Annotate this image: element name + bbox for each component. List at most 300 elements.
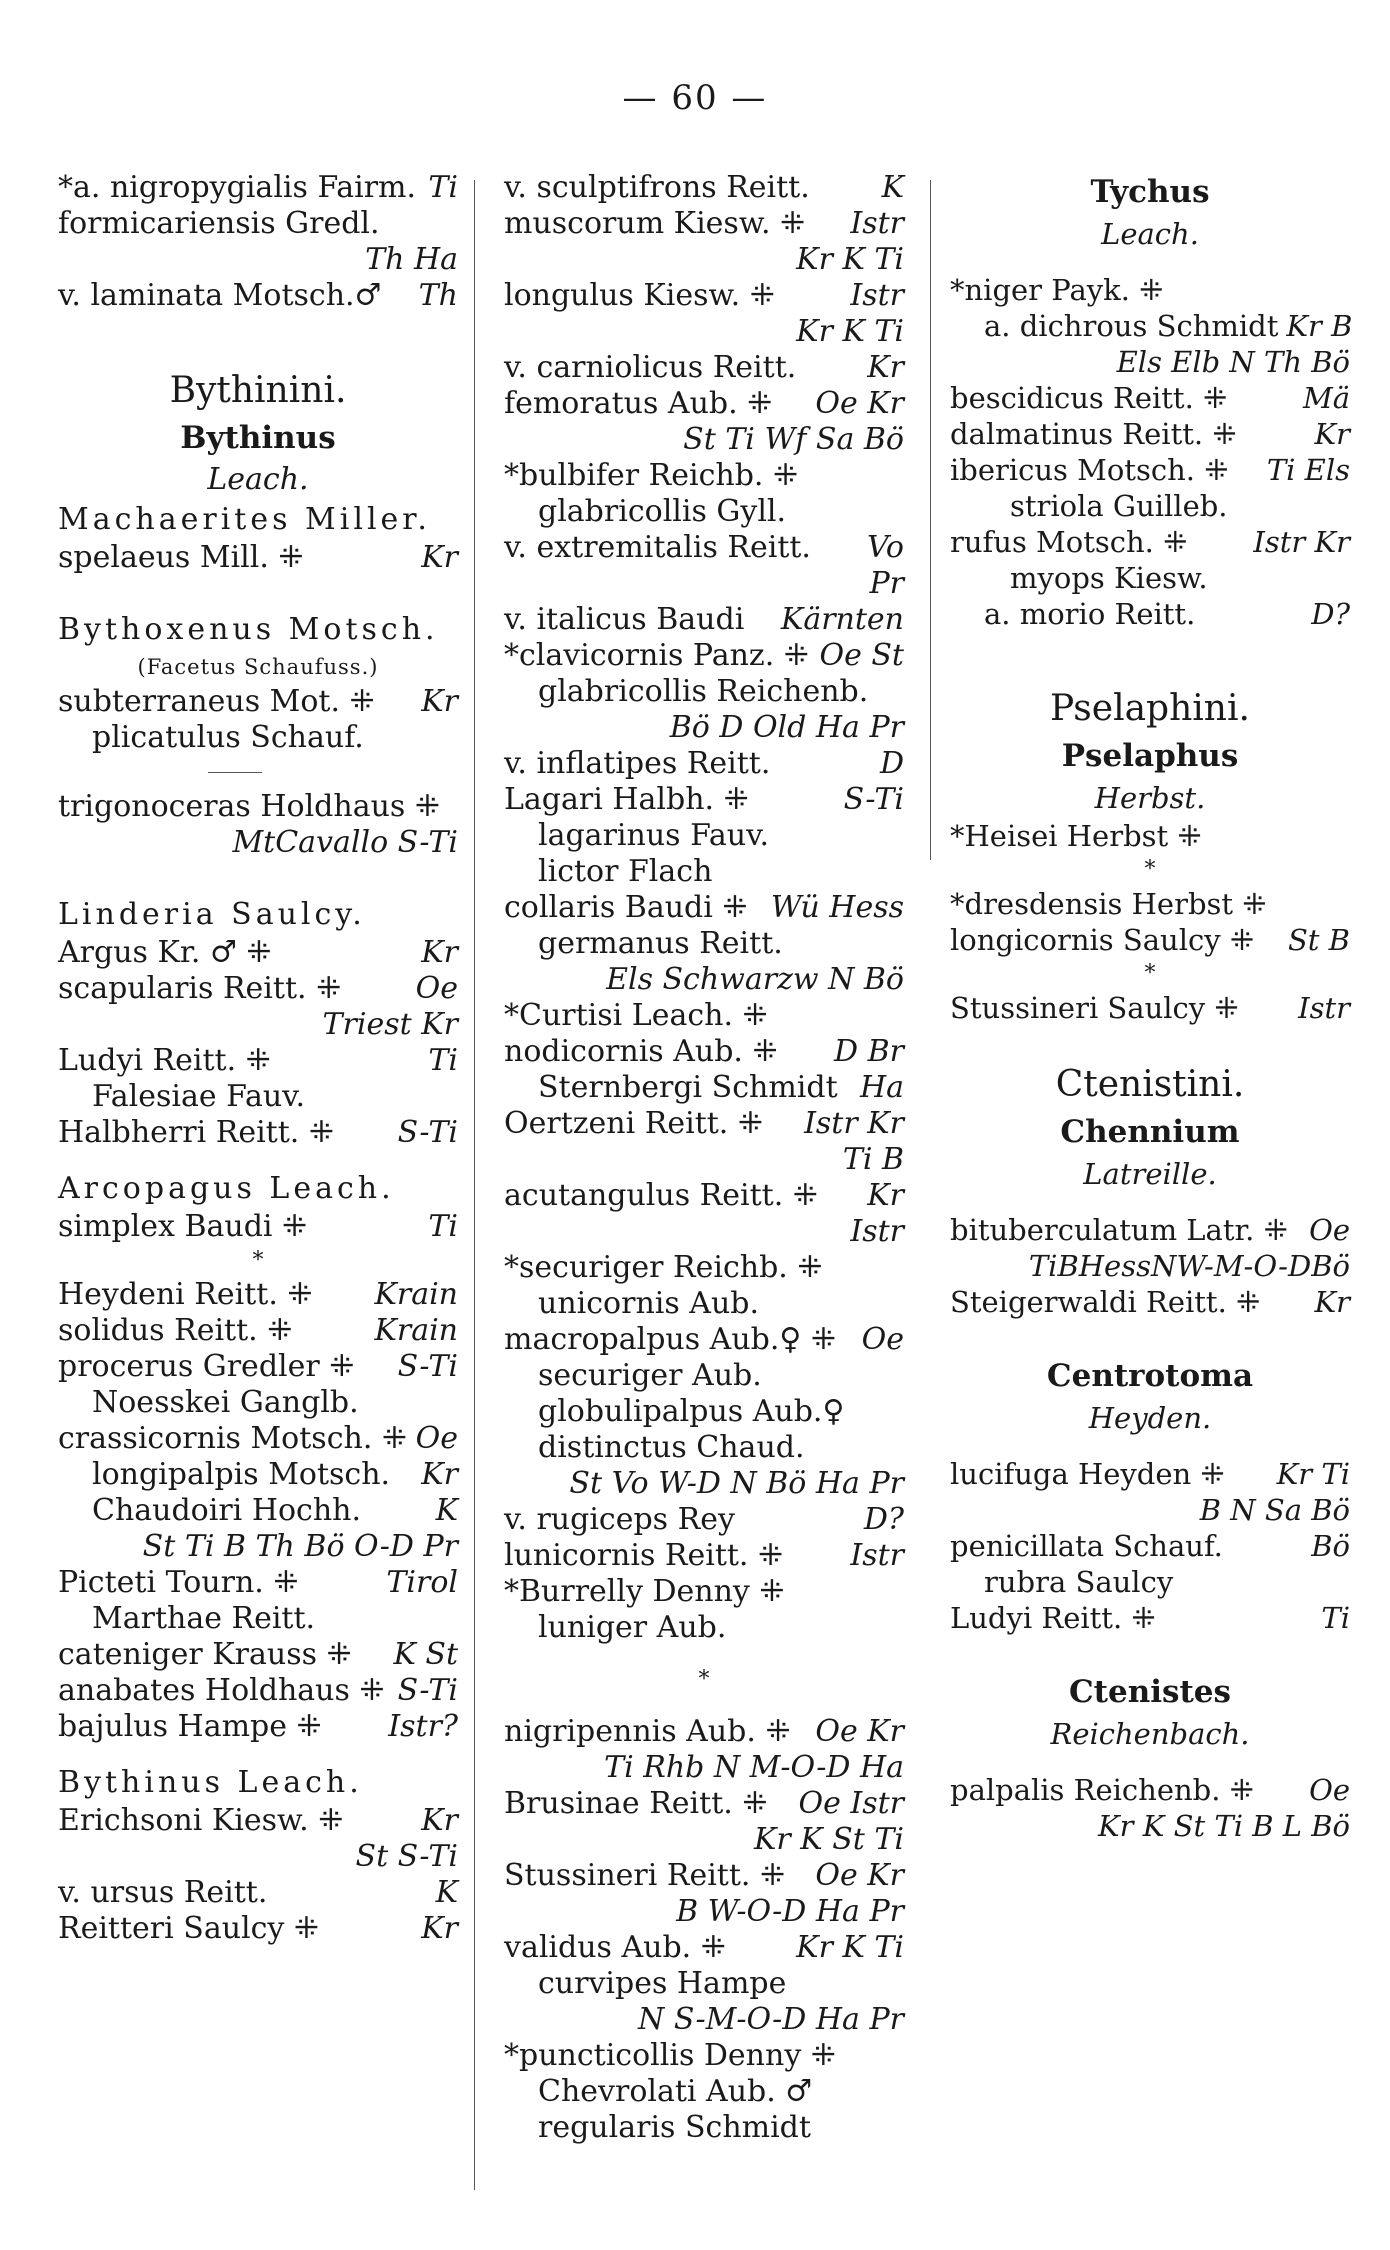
species-name: v. rugiceps Rey — [504, 1502, 735, 1537]
species-name: longicornis Saulcy ⁜ — [950, 923, 1255, 957]
species-entry — [504, 890, 904, 926]
species-entry — [58, 1457, 458, 1493]
distribution: D Br — [834, 1034, 904, 1069]
species-entry — [504, 674, 904, 710]
species-entry — [58, 540, 458, 576]
distribution: Els Schwarzw N Bö — [606, 962, 904, 997]
distribution: B W-O-D Ha Pr — [676, 1894, 904, 1929]
distribution: Kr — [1314, 1285, 1350, 1319]
tribe-heading: Ctenistini. — [1055, 1064, 1245, 1105]
distribution: Istr Kr — [804, 1106, 904, 1141]
species-name: procerus Gredler ⁜ — [58, 1349, 355, 1384]
distribution-continued — [504, 1822, 904, 1858]
species-entry — [58, 170, 458, 206]
subgenus-heading: Machaerites Miller. — [58, 502, 431, 537]
species-entry — [504, 494, 904, 530]
column-divider-left — [474, 180, 475, 2190]
distribution-continued — [504, 962, 904, 998]
species-entry — [504, 1538, 904, 1574]
distribution: K — [881, 170, 904, 205]
distribution: Kr — [867, 1178, 904, 1213]
species-name: *Heisei Herbst ⁜ — [950, 819, 1202, 853]
spacer — [58, 861, 458, 895]
distribution: Oe St — [819, 638, 904, 673]
species-name: Chevrolati Aub. ♂ — [538, 2074, 813, 2109]
species-name: v. carniolicus Reitt. — [504, 350, 797, 385]
tribe-heading: Pselaphini. — [1050, 688, 1250, 729]
spacer — [950, 1754, 1350, 1772]
distribution: Kr B — [1286, 309, 1353, 343]
distribution: Oe Kr — [815, 1714, 904, 1749]
distribution: Kr — [421, 1911, 458, 1946]
spacer — [504, 1696, 904, 1714]
species-entry — [504, 350, 904, 386]
species-entry — [58, 684, 458, 720]
genus-author: Herbst. — [1094, 781, 1206, 815]
species-name: distinctus Chaud. — [538, 1430, 805, 1465]
species-entry — [504, 1930, 904, 1966]
distribution: Kr — [421, 935, 458, 970]
species-entry — [504, 1574, 904, 1610]
species-name: palpalis Reichenb. ⁜ — [950, 1773, 1254, 1807]
distribution: Kr — [867, 350, 904, 385]
synonym-note: (Facetus Schaufuss.) — [137, 655, 379, 679]
distribution: Wü Hess — [770, 890, 904, 925]
species-name: validus Aub. ⁜ — [504, 1930, 726, 1965]
distribution-continued — [504, 1894, 904, 1930]
species-entry — [504, 782, 904, 818]
species-name: lictor Flach — [538, 854, 713, 889]
distribution: Ha — [859, 1070, 904, 1105]
species-name: Steigerwaldi Reitt. ⁜ — [950, 1285, 1261, 1319]
species-entry — [950, 452, 1350, 488]
distribution: Oe Kr — [815, 386, 904, 421]
species-name: germanus Reitt. — [538, 926, 783, 961]
distribution: D? — [1311, 597, 1350, 631]
distribution: B N Sa Bö — [1199, 1493, 1350, 1527]
spacer — [58, 314, 458, 366]
distribution-continued — [58, 1839, 458, 1875]
species-entry — [58, 1209, 458, 1245]
species-entry — [504, 998, 904, 1034]
species-name: *bulbifer Reichb. ⁜ — [504, 458, 799, 493]
species-entry — [504, 2074, 904, 2110]
species-entry — [504, 530, 904, 566]
species-entry — [950, 524, 1350, 560]
species-name: Lagari Halbh. ⁜ — [504, 782, 749, 817]
column-left — [58, 170, 458, 1947]
species-name: Ludyi Reitt. ⁜ — [58, 1043, 271, 1078]
species-name: Oertzeni Reitt. ⁜ — [504, 1106, 764, 1141]
spacer — [950, 632, 1350, 684]
distribution-continued — [504, 1750, 904, 1786]
distribution: Th Ha — [365, 242, 458, 277]
species-entry — [950, 990, 1350, 1026]
species-name: v. sculptifrons Reitt. — [504, 170, 810, 205]
distribution: D? — [863, 1502, 904, 1537]
genus-heading: Pselaphus — [1061, 738, 1239, 774]
spacer — [58, 576, 458, 610]
distribution: N S-M-O-D Ha Pr — [638, 2002, 904, 2037]
distribution: St B — [1287, 923, 1350, 957]
species-name: scapularis Reitt. ⁜ — [58, 971, 342, 1006]
distribution-continued — [58, 1529, 458, 1565]
distribution: S-Ti — [843, 782, 904, 817]
species-entry — [950, 308, 1353, 344]
species-name: a. dichrous Schmidt — [984, 309, 1279, 343]
subgenus-heading: Bythoxenus Motsch. — [58, 612, 439, 647]
species-name: Stussineri Reitt. ⁜ — [504, 1858, 786, 1893]
distribution: Istr — [1298, 991, 1350, 1025]
species-name: Halbherri Reitt. ⁜ — [58, 1115, 334, 1150]
spacer — [504, 1646, 904, 1664]
species-entry — [950, 416, 1350, 452]
spacer — [950, 1026, 1350, 1060]
species-entry — [504, 1502, 904, 1538]
species-name: Argus Kr. ♂ ⁜ — [58, 935, 272, 970]
page-number: — 60 — — [622, 78, 768, 118]
species-entry — [504, 278, 904, 314]
genus-heading: Chennium — [1060, 1114, 1240, 1150]
distribution: St Ti Wf Sa Bö — [683, 422, 904, 457]
distribution: Oe — [415, 971, 458, 1006]
species-name: ibericus Motsch. ⁜ — [950, 453, 1229, 487]
species-name: Heydeni Reitt. ⁜ — [58, 1277, 313, 1312]
species-entry — [58, 789, 458, 825]
column-divider-right — [930, 180, 931, 860]
species-name: penicillata Schauf. — [950, 1529, 1223, 1563]
species-entry — [504, 1394, 904, 1430]
species-entry — [58, 1911, 458, 1947]
distribution-continued — [58, 825, 458, 861]
species-name: glabricollis Reichenb. — [538, 674, 869, 709]
species-name: Chaudoiri Hochh. — [92, 1493, 362, 1528]
distribution: St Ti B Th Bö O-D Pr — [142, 1529, 458, 1564]
species-entry — [504, 170, 904, 206]
column-right — [950, 170, 1353, 1844]
species-entry — [58, 935, 458, 971]
species-entry — [58, 1313, 458, 1349]
distribution: Oe — [861, 1322, 904, 1357]
species-entry — [504, 2110, 904, 2146]
species-name: longipalpis Motsch. — [92, 1457, 391, 1492]
distribution: S-Ti — [397, 1115, 458, 1150]
distribution: Ti Els — [1266, 453, 1350, 487]
species-name: bituberculatum Latr. ⁜ — [950, 1213, 1288, 1247]
species-name: *puncticollis Denny ⁜ — [504, 2038, 836, 2073]
species-name: Ludyi Reitt. ⁜ — [950, 1601, 1156, 1635]
species-name: v. extremitalis Reitt. — [504, 530, 811, 565]
distribution: Kr — [421, 540, 458, 575]
genus-author: Heyden. — [1088, 1401, 1212, 1435]
spacer — [58, 1745, 458, 1763]
species-entry — [58, 720, 458, 756]
species-name: globulipalpus Aub.♀ — [538, 1394, 845, 1429]
species-name: rubra Saulcy — [984, 1565, 1174, 1599]
species-name: *niger Payk. ⁜ — [950, 273, 1164, 307]
species-entry — [58, 1043, 458, 1079]
species-name: striola Guilleb. — [1010, 489, 1228, 523]
species-entry — [504, 2038, 904, 2074]
distribution: S-Ti — [397, 1349, 458, 1384]
species-name: simplex Baudi ⁜ — [58, 1209, 308, 1244]
species-entry — [58, 1637, 458, 1673]
distribution: K — [435, 1493, 458, 1528]
species-entry — [950, 1284, 1350, 1320]
distribution: TiBHessNW-M-O-DBö — [1028, 1249, 1350, 1283]
column-middle — [504, 170, 904, 2146]
species-name: myops Kiesw. — [1010, 561, 1208, 595]
distribution: Vo — [867, 530, 904, 565]
species-name: curvipes Hampe — [538, 1966, 787, 2001]
distribution-continued — [504, 422, 904, 458]
species-name: plicatulus Schauf. — [92, 720, 364, 755]
species-name: acutangulus Reitt. ⁜ — [504, 1178, 818, 1213]
species-entry — [950, 922, 1350, 958]
species-entry — [504, 1714, 904, 1750]
species-name: dalmatinus Reitt. ⁜ — [950, 417, 1237, 451]
species-name: bajulus Hampe ⁜ — [58, 1709, 322, 1744]
species-name: macropalpus Aub.♀ ⁜ — [504, 1322, 837, 1357]
distribution: Ti — [428, 1043, 458, 1078]
distribution: Krain — [374, 1313, 458, 1348]
species-name: v. inflatipes Reitt. — [504, 746, 771, 781]
species-entry — [504, 602, 904, 638]
species-entry — [504, 1786, 904, 1822]
distribution: Kr K St Ti B L Bö — [1098, 1809, 1350, 1843]
species-entry — [504, 746, 904, 782]
distribution: Kr K Ti — [796, 242, 904, 277]
species-entry — [950, 488, 1350, 524]
species-name: *Curtisi Leach. ⁜ — [504, 998, 768, 1033]
species-name: rufus Motsch. ⁜ — [950, 525, 1188, 559]
species-entry — [58, 1673, 458, 1709]
species-name: Falesiae Fauv. — [92, 1079, 306, 1114]
distribution: Kr — [1314, 417, 1350, 451]
distribution: Kr — [421, 1803, 458, 1838]
species-name: subterraneus Mot. ⁜ — [58, 684, 375, 719]
species-entry — [504, 1070, 904, 1106]
species-entry — [504, 1286, 904, 1322]
species-name: crassicornis Motsch. ⁜ — [58, 1421, 408, 1456]
distribution: Istr — [850, 1538, 904, 1573]
species-name: Picteti Tourn. ⁜ — [58, 1565, 299, 1600]
distribution: Oe Kr — [815, 1858, 904, 1893]
species-entry — [950, 272, 1350, 308]
species-entry — [58, 206, 458, 242]
species-entry — [950, 380, 1350, 416]
species-name: lunicornis Reitt. ⁜ — [504, 1538, 784, 1573]
distribution: K St — [393, 1637, 458, 1672]
species-name: anabates Holdhaus ⁜ — [58, 1673, 385, 1708]
distribution: D — [879, 746, 904, 781]
distribution: Istr — [850, 278, 904, 313]
species-entry — [504, 926, 904, 962]
distribution: Istr — [850, 1214, 904, 1249]
distribution: Istr? — [388, 1709, 458, 1744]
species-entry — [504, 1034, 904, 1070]
genus-heading: Centrotoma — [1046, 1358, 1254, 1394]
distribution-continued — [504, 566, 904, 602]
species-name: Sternbergi Schmidt — [538, 1070, 838, 1105]
species-entry — [950, 818, 1350, 854]
distribution-continued — [504, 1466, 904, 1502]
distribution: Ti — [1321, 1601, 1350, 1635]
species-entry — [58, 1601, 458, 1637]
distribution: Ti — [428, 170, 458, 205]
species-entry — [58, 1421, 458, 1457]
distribution: Kr K Ti — [796, 1930, 904, 1965]
genus-heading: Tychus — [1090, 174, 1210, 210]
subgenus-heading: Arcopagus Leach. — [58, 1171, 395, 1206]
tribe-heading: Bythinini. — [169, 370, 347, 411]
distribution: Istr — [850, 206, 904, 241]
species-name: glabricollis Gyll. — [538, 494, 787, 529]
distribution: Mä — [1303, 381, 1350, 415]
species-name: trigonoceras Holdhaus ⁜ — [58, 789, 440, 824]
species-entry — [58, 1803, 458, 1839]
species-name: spelaeus Mill. ⁜ — [58, 540, 304, 575]
distribution: Istr Kr — [1253, 525, 1350, 559]
distribution: Kärnten — [780, 602, 904, 637]
species-entry — [504, 1250, 904, 1286]
distribution-continued — [950, 1808, 1350, 1844]
section-separator: * — [698, 1667, 710, 1692]
species-name: Noesskei Ganglb. — [92, 1385, 359, 1420]
spacer — [58, 1151, 458, 1169]
species-name: nodicornis Aub. ⁜ — [504, 1034, 778, 1069]
species-name: securiger Aub. — [538, 1358, 762, 1393]
genus-author: Leach. — [207, 462, 309, 497]
genus-heading: Bythinus — [180, 420, 336, 456]
species-entry — [504, 1322, 904, 1358]
distribution: MtCavallo S-Ti — [232, 825, 458, 860]
distribution: Kr Ti — [1276, 1457, 1350, 1491]
species-entry — [950, 596, 1350, 632]
species-entry — [58, 1385, 458, 1421]
distribution: Oe — [415, 1421, 458, 1456]
species-name: longulus Kiesw. ⁜ — [504, 278, 775, 313]
species-name: lagarinus Fauv. — [538, 818, 769, 853]
distribution: Pr — [869, 566, 904, 601]
species-name: Reitteri Saulcy ⁜ — [58, 1911, 320, 1946]
species-name: lucifuga Heyden ⁜ — [950, 1457, 1225, 1491]
distribution: S-Ti — [397, 1673, 458, 1708]
distribution: Bö D Old Ha Pr — [669, 710, 904, 745]
species-name: *a. nigropygialis Fairm. — [58, 170, 417, 205]
species-entry — [58, 1349, 458, 1385]
distribution: Els Elb N Th Bö — [1116, 345, 1350, 379]
species-entry — [504, 818, 904, 854]
species-entry — [504, 1178, 904, 1214]
species-entry — [504, 638, 904, 674]
species-name: Brusinae Reitt. ⁜ — [504, 1786, 768, 1821]
species-name: cateniger Krauss ⁜ — [58, 1637, 352, 1672]
genus-heading: Ctenistes — [1069, 1674, 1231, 1710]
species-name: Stussineri Saulcy ⁜ — [950, 991, 1239, 1025]
species-entry — [504, 1358, 904, 1394]
subgenus-heading: Linderia Saulcy. — [58, 897, 366, 932]
species-name: bescidicus Reitt. ⁜ — [950, 381, 1228, 415]
species-entry — [58, 278, 458, 314]
distribution: St Vo W-D N Bö Ha Pr — [569, 1466, 904, 1501]
spacer — [950, 1438, 1350, 1456]
species-name: *securiger Reichb. ⁜ — [504, 1250, 823, 1285]
distribution-continued — [504, 710, 904, 746]
genus-author: Leach. — [1101, 217, 1199, 251]
species-entry — [504, 1966, 904, 2002]
species-entry — [58, 1079, 458, 1115]
species-entry — [58, 1277, 458, 1313]
species-entry — [58, 1493, 458, 1529]
distribution: Oe — [1309, 1213, 1350, 1247]
species-name: luniger Aub. — [538, 1610, 727, 1645]
species-entry — [950, 560, 1350, 596]
species-entry — [950, 886, 1350, 922]
species-name: femoratus Aub. ⁜ — [504, 386, 773, 421]
species-entry — [950, 1456, 1350, 1492]
distribution: Bö — [1311, 1529, 1350, 1563]
distribution-continued — [504, 1142, 904, 1178]
distribution-continued — [504, 242, 904, 278]
distribution: St S-Ti — [355, 1839, 458, 1874]
distribution: Th — [418, 278, 458, 313]
species-entry — [504, 1106, 904, 1142]
species-entry — [58, 971, 458, 1007]
spacer — [950, 1320, 1350, 1354]
species-entry — [950, 1564, 1350, 1600]
distribution: Kr — [421, 684, 458, 719]
species-entry — [504, 1610, 904, 1646]
section-separator: * — [252, 1248, 264, 1273]
distribution: Kr K St Ti — [754, 1822, 904, 1857]
distribution-continued — [950, 344, 1350, 380]
species-entry — [504, 458, 904, 494]
species-entry — [58, 1875, 458, 1911]
genus-author: Latreille. — [1083, 1157, 1217, 1191]
species-name: *Burrelly Denny ⁜ — [504, 1574, 785, 1609]
species-entry — [504, 1858, 904, 1894]
distribution: Oe Istr — [798, 1786, 904, 1821]
distribution: Tirol — [386, 1565, 458, 1600]
species-name: a. morio Reitt. — [984, 597, 1196, 631]
distribution-continued — [504, 314, 904, 350]
species-name: v. laminata Motsch.♂ — [58, 278, 382, 313]
subgenus-heading: Bythinus Leach. — [58, 1765, 363, 1800]
short-rule — [208, 772, 262, 773]
species-entry — [504, 386, 904, 422]
species-name: v. ursus Reitt. — [58, 1875, 268, 1910]
species-name: Marthae Reitt. — [92, 1601, 316, 1636]
distribution: Triest Kr — [322, 1007, 458, 1042]
species-name: v. italicus Baudi — [504, 602, 745, 637]
species-name: formicariensis Gredl. — [58, 206, 380, 241]
species-name: muscorum Kiesw. ⁜ — [504, 206, 806, 241]
distribution: Ti B — [842, 1142, 904, 1177]
species-entry — [504, 206, 904, 242]
distribution-continued — [504, 2002, 904, 2038]
species-name: solidus Reitt. ⁜ — [58, 1313, 293, 1348]
species-name: *clavicornis Panz. ⁜ — [504, 638, 809, 673]
species-name: Erichsoni Kiesw. ⁜ — [58, 1803, 344, 1838]
species-name: *dresdensis Herbst ⁜ — [950, 887, 1267, 921]
spacer — [950, 254, 1350, 272]
species-entry — [504, 1430, 904, 1466]
distribution: Ti — [428, 1209, 458, 1244]
species-entry — [504, 854, 904, 890]
distribution: Ti Rhb N M-O-D Ha — [604, 1750, 904, 1785]
distribution: Kr K Ti — [796, 314, 904, 349]
